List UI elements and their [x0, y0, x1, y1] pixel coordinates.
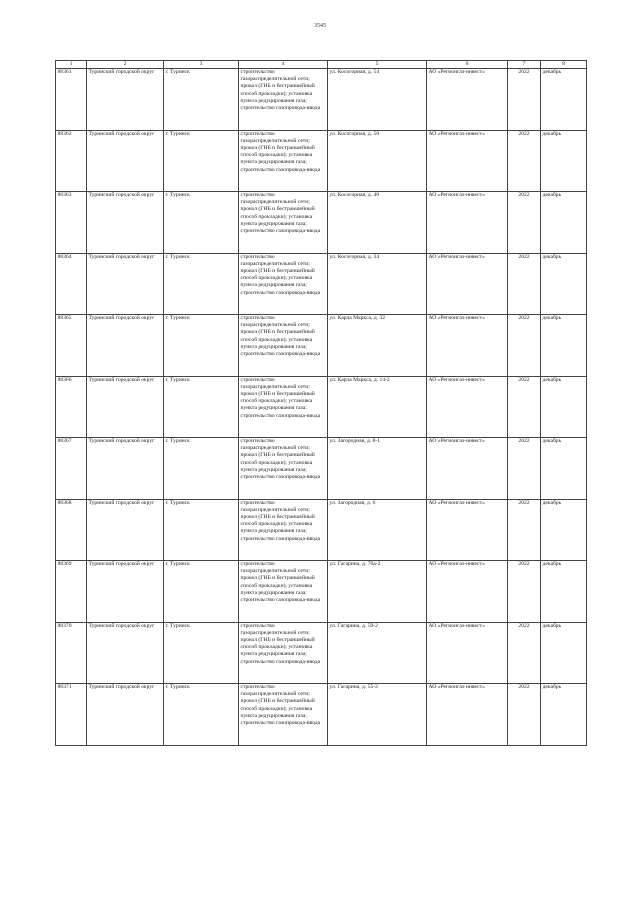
- cell-address: ул. Загородная, д. 6: [328, 499, 427, 561]
- cell-address: ул. Гагарина, д. 59-2: [328, 622, 427, 684]
- cell-work: строительство газораспределительной сети; прокол (ГНБ и бестраншейный способ прокладки); установка пункта редуцирования газа; строительство газопровода-ввода: [239, 130, 328, 192]
- cell-work: строительство газораспределительной сети; прокол (ГНБ и бестраншейный способ прокладки); установка пункта редуцирования газа; строительство газопровода-ввода: [239, 438, 328, 500]
- cell-district: Туринский городской округ: [87, 684, 164, 746]
- cell-work: строительство газораспределительной сети; прокол (ГНБ и бестраншейный способ прокладки); установка пункта редуцирования газа; строительство газопровода-ввода: [239, 499, 328, 561]
- cell-locality: г. Туринск: [164, 315, 239, 377]
- cell-month: декабрь: [541, 561, 587, 623]
- column-header: 2: [87, 61, 164, 69]
- cell-year: 2022: [508, 499, 541, 561]
- cell-organization: АО «Регионгаз-инвест»: [427, 499, 508, 561]
- cell-organization: АО «Регионгаз-инвест»: [427, 130, 508, 192]
- cell-district: Туринский городской округ: [87, 376, 164, 438]
- cell-district: Туринский городской округ: [87, 192, 164, 254]
- column-header: 6: [427, 61, 508, 69]
- cell-district: Туринский городской округ: [87, 499, 164, 561]
- cell-year: 2022: [508, 315, 541, 377]
- cell-address: ул. Косогорная, д. 54: [328, 69, 427, 131]
- cell-district: Туринский городской округ: [87, 438, 164, 500]
- table-row: [56, 499, 587, 561]
- cell-year: 2022: [508, 684, 541, 746]
- cell-district: Туринский городской округ: [87, 622, 164, 684]
- table-row: [56, 253, 587, 315]
- cell-organization: АО «Регионгаз-инвест»: [427, 376, 508, 438]
- cell-organization: АО «Регионгаз-инвест»: [427, 253, 508, 315]
- table-row: [56, 561, 587, 623]
- cell-year: 2022: [508, 130, 541, 192]
- table-row: [56, 622, 587, 684]
- header-row: [56, 61, 587, 69]
- cell-address: ул. Карла Маркса, д. 14-2: [328, 376, 427, 438]
- cell-address: ул. Косогорная, д. 50: [328, 130, 427, 192]
- cell-work: строительство газораспределительной сети; прокол (ГНБ и бестраншейный способ прокладки); установка пункта редуцирования газа; строительство газопровода-ввода: [239, 622, 328, 684]
- cell-month: декабрь: [541, 499, 587, 561]
- page-number: 3545: [314, 23, 326, 29]
- cell-number: 88371: [56, 684, 87, 746]
- cell-address: ул. Карла Маркса, д. 32: [328, 315, 427, 377]
- table-row: [56, 130, 587, 192]
- cell-district: Туринский городской округ: [87, 130, 164, 192]
- cell-year: 2022: [508, 253, 541, 315]
- registry-table: [55, 60, 587, 746]
- cell-work: строительство газораспределительной сети; прокол (ГНБ и бестраншейный способ прокладки); установка пункта редуцирования газа; строительство газопровода-ввода: [239, 561, 328, 623]
- cell-work: строительство газораспределительной сети; прокол (ГНБ и бестраншейный способ прокладки); установка пункта редуцирования газа; строительство газопровода-ввода: [239, 315, 328, 377]
- cell-organization: АО «Регионгаз-инвест»: [427, 69, 508, 131]
- cell-number: 88361: [56, 69, 87, 131]
- cell-number: 88364: [56, 253, 87, 315]
- table-row: [56, 438, 587, 500]
- cell-organization: АО «Регионгаз-инвест»: [427, 315, 508, 377]
- cell-month: декабрь: [541, 376, 587, 438]
- cell-number: 88367: [56, 438, 87, 500]
- table-row: [56, 684, 587, 746]
- table-row: [56, 69, 587, 131]
- cell-work: строительство газораспределительной сети; прокол (ГНБ и бестраншейный способ прокладки); установка пункта редуцирования газа; строительство газопровода-ввода: [239, 253, 328, 315]
- column-header: 7: [508, 61, 541, 69]
- cell-month: декабрь: [541, 622, 587, 684]
- cell-year: 2022: [508, 622, 541, 684]
- cell-month: декабрь: [541, 253, 587, 315]
- cell-address: ул. Гагарина, д. 70а-2: [328, 561, 427, 623]
- cell-locality: г. Туринск: [164, 376, 239, 438]
- cell-locality: г. Туринск: [164, 253, 239, 315]
- cell-month: декабрь: [541, 438, 587, 500]
- cell-year: 2022: [508, 376, 541, 438]
- cell-month: декабрь: [541, 130, 587, 192]
- cell-organization: АО «Регионгаз-инвест»: [427, 438, 508, 500]
- cell-address: ул. Загородная, д. 8-1: [328, 438, 427, 500]
- cell-district: Туринский городской округ: [87, 69, 164, 131]
- cell-district: Туринский городской округ: [87, 315, 164, 377]
- cell-work: строительство газораспределительной сети; прокол (ГНБ и бестраншейный способ прокладки); установка пункта редуцирования газа; строительство газопровода-ввода: [239, 69, 328, 131]
- table-row: [56, 315, 587, 377]
- cell-locality: г. Туринск: [164, 561, 239, 623]
- cell-locality: г. Туринск: [164, 192, 239, 254]
- cell-locality: г. Туринск: [164, 622, 239, 684]
- cell-number: 88366: [56, 376, 87, 438]
- cell-work: строительство газораспределительной сети; прокол (ГНБ и бестраншейный способ прокладки); установка пункта редуцирования газа; строительство газопровода-ввода: [239, 684, 328, 746]
- cell-number: 88368: [56, 499, 87, 561]
- column-header: 3: [164, 61, 239, 69]
- cell-year: 2022: [508, 561, 541, 623]
- cell-number: 88363: [56, 192, 87, 254]
- cell-month: декабрь: [541, 192, 587, 254]
- cell-number: 88369: [56, 561, 87, 623]
- cell-year: 2022: [508, 69, 541, 131]
- column-header: 1: [56, 61, 87, 69]
- cell-work: строительство газораспределительной сети; прокол (ГНБ и бестраншейный способ прокладки); установка пункта редуцирования газа; строительство газопровода-ввода: [239, 192, 328, 254]
- cell-month: декабрь: [541, 69, 587, 131]
- cell-organization: АО «Регионгаз-инвест»: [427, 622, 508, 684]
- table-row: [56, 376, 587, 438]
- table-row: [56, 192, 587, 254]
- cell-address: ул. Косогорная, д. 34: [328, 253, 427, 315]
- cell-organization: АО «Регионгаз-инвест»: [427, 561, 508, 623]
- cell-locality: г. Туринск: [164, 499, 239, 561]
- cell-locality: г. Туринск: [164, 438, 239, 500]
- cell-year: 2022: [508, 438, 541, 500]
- cell-work: строительство газораспределительной сети; прокол (ГНБ и бестраншейный способ прокладки); установка пункта редуцирования газа; строительство газопровода-ввода: [239, 376, 328, 438]
- cell-year: 2022: [508, 192, 541, 254]
- cell-organization: АО «Регионгаз-инвест»: [427, 192, 508, 254]
- cell-district: Туринский городской округ: [87, 561, 164, 623]
- cell-number: 88365: [56, 315, 87, 377]
- cell-district: Туринский городской округ: [87, 253, 164, 315]
- cell-month: декабрь: [541, 315, 587, 377]
- column-header: 5: [328, 61, 427, 69]
- column-header: 8: [541, 61, 587, 69]
- cell-locality: г. Туринск: [164, 69, 239, 131]
- cell-organization: АО «Регионгаз-инвест»: [427, 684, 508, 746]
- cell-address: ул. Косогорная, д. 40: [328, 192, 427, 254]
- cell-number: 88370: [56, 622, 87, 684]
- cell-number: 88362: [56, 130, 87, 192]
- cell-address: ул. Гагарина, д. 55-2: [328, 684, 427, 746]
- column-header: 4: [239, 61, 328, 69]
- cell-locality: г. Туринск: [164, 130, 239, 192]
- cell-month: декабрь: [541, 684, 587, 746]
- cell-locality: г. Туринск: [164, 684, 239, 746]
